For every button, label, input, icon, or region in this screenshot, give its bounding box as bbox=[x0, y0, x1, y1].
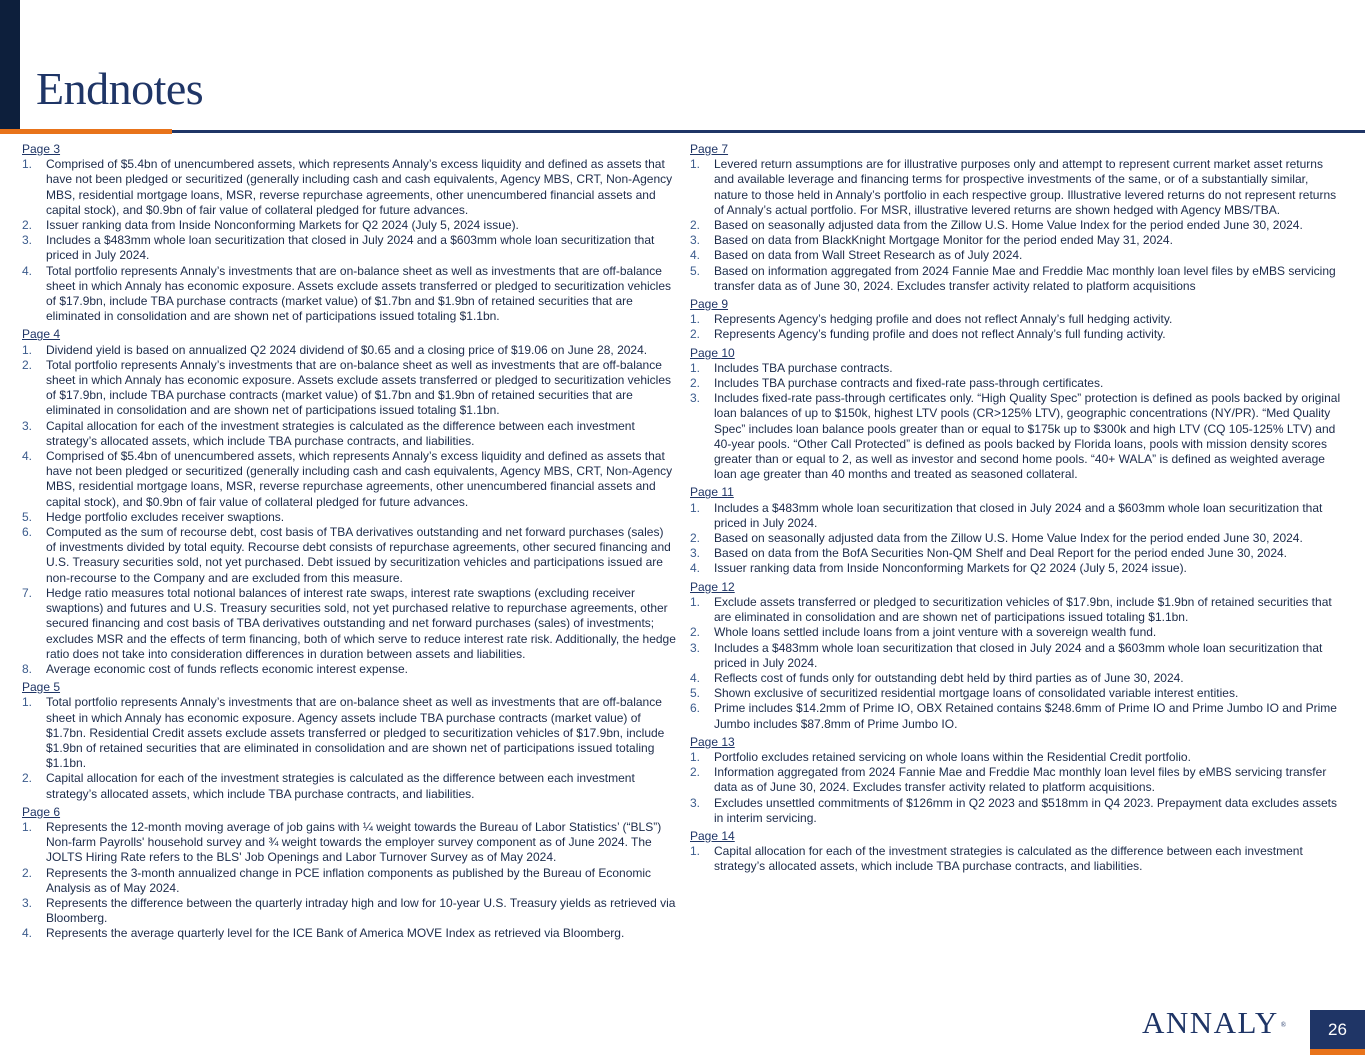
endnote-item bbox=[690, 312, 1345, 327]
endnote-number: 3. bbox=[22, 233, 33, 248]
endnote-section bbox=[22, 327, 676, 677]
page-number-accent bbox=[1310, 1049, 1365, 1055]
endnote-item bbox=[690, 641, 1345, 671]
endnote-text: Represents the 3-month annualized change in PCE inflation components as published by the Bureau of Economic Analysis as of May 2024. bbox=[46, 865, 652, 895]
endnote-section bbox=[690, 735, 1345, 826]
endnote-item bbox=[690, 218, 1345, 233]
endnote-item bbox=[690, 796, 1345, 826]
endnote-text: Represents Agency’s hedging profile and does not reflect Annaly’s full hedging activity. bbox=[714, 312, 1173, 327]
header-rule bbox=[0, 130, 1365, 133]
logo-registered-mark: ® bbox=[1280, 1021, 1287, 1029]
endnote-list bbox=[690, 750, 1345, 826]
endnote-number: 2. bbox=[22, 357, 33, 372]
endnote-item bbox=[690, 625, 1345, 640]
endnote-number: 8. bbox=[22, 661, 33, 676]
endnote-number: 5. bbox=[690, 686, 701, 701]
endnote-number: 1. bbox=[22, 695, 33, 710]
endnote-text: Includes a $483mm whole loan securitization that closed in July 2024 and a $603mm whole loan securitization that priced in July 2024. bbox=[714, 640, 1323, 670]
left-column bbox=[22, 142, 676, 945]
endnote-list bbox=[22, 820, 676, 942]
endnote-section bbox=[22, 142, 676, 324]
endnote-text: Levered return assumptions are for illustrative purposes only and attempt to represent current market asset returns and available leverage and financing terms for prospective investments of the same, or of a substantially similar, nature to those held in Annaly’s portfolio in each respective group. Illustrative levered returns do not represent returns of Annaly’s actual portfolio. For MSR, illustrative levered returns are shown hedged with Agency MBS/TBA. bbox=[714, 157, 1337, 217]
page-reference-link[interactable]: Page 5 bbox=[22, 680, 61, 695]
endnote-item bbox=[690, 701, 1345, 731]
endnote-number: 1. bbox=[690, 157, 701, 172]
endnote-text: Comprised of $5.4bn of unencumbered assets, which represents Annaly’s excess liquidity and defined as assets that have not been pledged or securitized (generally including cash and cash equivalents, Agency MBS, CRT, Non-Agency MBS, residential mortgage loans, MSR, reverse repurchase agreements, other unencumbered financial assets and capital stock), and $0.9bn of fair value of collateral pledged for future advances. bbox=[46, 449, 673, 509]
endnote-number: 1. bbox=[22, 342, 33, 357]
page-reference-link[interactable]: Page 7 bbox=[690, 142, 729, 156]
endnote-number: 3. bbox=[690, 233, 701, 248]
endnote-item bbox=[690, 686, 1345, 701]
endnote-number: 2. bbox=[22, 218, 33, 233]
endnote-text: Based on information aggregated from 2024 Fannie Mae and Freddie Mac monthly loan level files by eMBS servicing transfer data as of June 30, 2024. Excludes transfer activity related to platform acquisitions bbox=[714, 263, 1336, 293]
endnote-number: 4. bbox=[22, 449, 33, 464]
endnote-list bbox=[690, 595, 1345, 732]
endnote-number: 1. bbox=[690, 312, 701, 327]
endnote-number: 4. bbox=[22, 263, 33, 278]
endnote-section bbox=[22, 680, 676, 802]
endnote-text: Computed as the sum of recourse debt, cost basis of TBA derivatives outstanding and net forward purchases (sales) of investments divided by total equity. Recourse debt consists of repurchase agreements, other secured financing and U.S. Treasury securities sold, not yet purchased. Debt issued by securitization vehicles and participations issued are non-recourse to the Company and are excluded from this measure. bbox=[46, 525, 671, 585]
header-rule-accent bbox=[0, 129, 172, 134]
endnote-text: Average economic cost of funds reflects economic interest expense. bbox=[46, 661, 408, 676]
endnote-text: Represents the average quarterly level for the ICE Bank of America MOVE Index as retrieved via Bloomberg. bbox=[46, 926, 625, 941]
endnote-item bbox=[690, 671, 1345, 686]
right-column bbox=[690, 142, 1345, 878]
endnote-list bbox=[690, 844, 1345, 874]
endnote-item bbox=[22, 586, 676, 662]
endnote-text: Includes a $483mm whole loan securitization that closed in July 2024 and a $603mm whole loan securitization that priced in July 2024. bbox=[714, 500, 1323, 530]
endnote-text: Based on seasonally adjusted data from the Zillow U.S. Home Value Index for the period ended June 30, 2024. bbox=[714, 218, 1303, 233]
endnote-number: 3. bbox=[22, 418, 33, 433]
page-reference-link[interactable]: Page 6 bbox=[22, 804, 61, 819]
endnote-text: Issuer ranking data from Inside Nonconforming Markets for Q2 2024 (July 5, 2024 issue). bbox=[714, 561, 1187, 576]
endnote-number: 1. bbox=[690, 844, 701, 859]
endnote-number: 1. bbox=[690, 500, 701, 515]
endnote-text: Hedge portfolio excludes receiver swaptions. bbox=[46, 509, 285, 524]
endnote-text: Information aggregated from 2024 Fannie Mae and Freddie Mac monthly loan level files by eMBS servicing transfer data as of June 30, 2024. Excludes transfer activity related to platform acquisitions. bbox=[714, 765, 1327, 795]
endnote-number: 4. bbox=[22, 926, 33, 941]
endnote-text: Portfolio excludes retained servicing on whole loans within the Residential Credit portfolio. bbox=[714, 749, 1191, 764]
endnote-text: Includes a $483mm whole loan securitization that closed in July 2024 and a $603mm whole loan securitization that priced in July 2024. bbox=[46, 233, 655, 263]
endnote-item bbox=[690, 327, 1345, 342]
endnote-item bbox=[22, 449, 676, 510]
endnote-text: Capital allocation for each of the investment strategies is calculated as the difference between each investment strategy’s allocated assets, which include TBA purchase contracts, and liabilities. bbox=[46, 418, 635, 448]
endnote-section bbox=[690, 580, 1345, 732]
endnote-item bbox=[22, 510, 676, 525]
endnote-item bbox=[690, 765, 1345, 795]
endnote-item bbox=[690, 391, 1345, 482]
endnote-item bbox=[22, 218, 676, 233]
endnote-number: 2. bbox=[22, 865, 33, 880]
endnote-item bbox=[22, 264, 676, 325]
endnote-item bbox=[22, 662, 676, 677]
endnote-section bbox=[690, 485, 1345, 576]
endnote-section bbox=[22, 805, 676, 942]
endnote-number: 6. bbox=[22, 525, 33, 540]
endnote-list bbox=[690, 312, 1345, 342]
endnote-list bbox=[690, 361, 1345, 483]
endnote-item bbox=[22, 419, 676, 449]
endnote-text: Prime includes $14.2mm of Prime IO, OBX Retained contains $248.6mm of Prime IO and Prime Jumbo IO and Prime Jumbo includes $87.8mm of Prime Jumbo IO. bbox=[714, 701, 1337, 731]
endnote-item bbox=[22, 866, 676, 896]
page-reference-link[interactable]: Page 9 bbox=[690, 297, 729, 312]
endnote-item bbox=[690, 248, 1345, 263]
endnote-text: Represents the difference between the quarterly intraday high and low for 10-year U.S. Treasury yields as retrieved via Bloomberg. bbox=[46, 895, 676, 926]
endnote-number: 5. bbox=[22, 509, 33, 524]
endnote-list bbox=[22, 695, 676, 801]
endnote-text: Reflects cost of funds only for outstanding debt held by third parties as of June 30, 2024. bbox=[714, 670, 1184, 685]
endnote-text: Total portfolio represents Annaly’s investments that are on-balance sheet as well as investments that are off-balance sheet in which Annaly has economic exposure. Agency assets include TBA purchase contracts (market value) of $1.7bn. Residential Credit assets exclude assets transferred or pledged to securitization vehicles of $17.9bn, include $1.9bn of retained securities that are eliminated in consolidation and are shown net of participations issued totaling $1.1bn. bbox=[46, 695, 665, 771]
endnote-text: Represents Agency’s funding profile and does not reflect Annaly’s full funding activity. bbox=[714, 327, 1166, 342]
endnote-text: Based on data from BlackKnight Mortgage Monitor for the period ended May 31, 2024. bbox=[714, 233, 1173, 248]
endnote-list bbox=[22, 157, 676, 324]
endnote-text: Includes fixed-rate pass-through certificates only. “High Quality Spec” protection is defined as pools backed by original loan balances of up to $150k, highest LTV pools (CR>125% LTV), geographic concentrations (NY/PR). “Med Quality Spec” includes loan balance pools greater than or equal to $175k up to $300k and high LTV (CQ 105-125% LTV) and 40-year pools. “Other Call Protected” is defined as pools backed by Florida loans, pools with mission density scores greater than or equal to 2, as well as investor and second home pools. “40+ WALA” is defined as weighted average loan age greater than 40 months and treated as seasoned collateral. bbox=[714, 391, 1341, 482]
endnote-text: Includes TBA purchase contracts. bbox=[714, 360, 893, 375]
endnote-number: 1. bbox=[690, 749, 701, 764]
endnote-item bbox=[22, 896, 676, 926]
endnote-item bbox=[22, 157, 676, 218]
endnote-text: Comprised of $5.4bn of unencumbered assets, which represents Annaly’s excess liquidity and defined as assets that have not been pledged or securitized (generally including cash and cash equivalents, Agency MBS, CRT, Non-Agency MBS, residential mortgage loans, MSR, reverse repurchase agreements, other unencumbered financial assets and capital stock), and $0.9bn of fair value of collateral pledged for future advances. bbox=[46, 157, 673, 217]
endnote-section bbox=[690, 346, 1345, 483]
endnote-text: Based on data from Wall Street Research as of July 2024. bbox=[714, 248, 1023, 263]
endnote-list bbox=[690, 157, 1345, 294]
endnote-item bbox=[22, 926, 676, 941]
endnote-list bbox=[22, 343, 676, 677]
endnote-text: Includes TBA purchase contracts and fixed-rate pass-through certificates. bbox=[714, 376, 1104, 391]
endnote-list bbox=[690, 501, 1345, 577]
endnote-number: 1. bbox=[22, 819, 33, 834]
endnote-number: 3. bbox=[22, 895, 33, 910]
endnote-number: 4. bbox=[690, 561, 701, 576]
endnote-number: 4. bbox=[690, 248, 701, 263]
endnote-number: 5. bbox=[690, 263, 701, 278]
endnote-text: Hedge ratio measures total notional balances of interest rate swaps, interest rate swaptions (excluding receiver swaptions) and futures and U.S. Treasury securities sold, not yet purchased relative to repurchase agreements, other secured financing and cost basis of TBA derivatives outstanding and net forward purchases (sales) of investments; excludes MSR and the effects of term financing, both of which serve to reduce interest rate risk. Additionally, the hedge ratio does not take into consideration differences in duration between assets and liabilities. bbox=[46, 585, 676, 661]
endnote-item bbox=[22, 233, 676, 263]
endnote-text: Total portfolio represents Annaly’s investments that are on-balance sheet as well as investments that are off-balance sheet in which Annaly has economic exposure. Assets exclude assets transferred or pledged to securitization vehicles of $17.9bn, include TBA purchase contracts (market value) of $1.7bn and $1.9bn of retained securities that are eliminated in consolidation and are shown net of participations issued totaling $1.1bn. bbox=[46, 357, 672, 418]
endnote-item bbox=[690, 844, 1345, 874]
endnote-item bbox=[22, 343, 676, 358]
endnote-number: 3. bbox=[690, 795, 701, 810]
endnote-text: Shown exclusive of securitized residential mortgage loans of consolidated variable interest entities. bbox=[714, 686, 1239, 701]
endnote-number: 2. bbox=[22, 771, 33, 786]
endnote-item bbox=[690, 561, 1345, 576]
endnote-text: Represents the 12-month moving average of job gains with ¼ weight towards the Bureau of Labor Statistics’ (“BLS”) Non-farm Payrolls' household survey and ¾ weight towards the employer survey component as of June 2024. The JOLTS Hiring Rate refers to the BLS' Job Openings and Labor Turnover Survey as of May 2024. bbox=[46, 819, 662, 865]
endnote-item bbox=[690, 233, 1345, 248]
endnote-number: 3. bbox=[690, 391, 701, 406]
endnote-number: 6. bbox=[690, 701, 701, 716]
page-reference-link[interactable]: Page 12 bbox=[690, 579, 735, 594]
annaly-logo bbox=[1142, 1006, 1286, 1040]
endnote-item bbox=[690, 264, 1345, 294]
endnote-section bbox=[690, 829, 1345, 875]
endnote-item bbox=[22, 695, 676, 771]
endnote-text: Dividend yield is based on annualized Q2 2024 dividend of $0.65 and a closing price of $19.06 on June 28, 2024. bbox=[46, 342, 648, 357]
endnote-number: 7. bbox=[22, 585, 33, 600]
endnote-number: 2. bbox=[690, 625, 701, 640]
endnote-item bbox=[690, 750, 1345, 765]
endnote-number: 3. bbox=[690, 640, 701, 655]
endnote-number: 1. bbox=[22, 157, 33, 172]
endnote-item bbox=[690, 157, 1345, 218]
endnote-text: Based on seasonally adjusted data from the Zillow U.S. Home Value Index for the period ended June 30, 2024. bbox=[714, 531, 1303, 546]
endnote-number: 2. bbox=[690, 218, 701, 233]
endnote-text: Issuer ranking data from Inside Nonconforming Markets for Q2 2024 (July 5, 2024 issue). bbox=[46, 218, 519, 233]
endnote-item bbox=[690, 546, 1345, 561]
endnote-number: 1. bbox=[690, 360, 701, 375]
endnote-number: 1. bbox=[690, 594, 701, 609]
endnote-number: 2. bbox=[690, 376, 701, 391]
page-number: 26 bbox=[1310, 1010, 1365, 1050]
endnote-number: 2. bbox=[690, 327, 701, 342]
endnote-text: Total portfolio represents Annaly’s investments that are on-balance sheet as well as investments that are off-balance sheet in which Annaly has economic exposure. Assets exclude assets transferred or pledged to securitization vehicles of $17.9bn, include TBA purchase contracts (market value) of $1.7bn and $1.9bn of retained securities that are eliminated in consolidation and are shown net of participations issued totaling $1.1bn. bbox=[46, 263, 672, 324]
endnote-text: Exclude assets transferred or pledged to securitization vehicles of $17.9bn, include $1.9bn of retained securities that are eliminated in consolidation and are shown net of participations issued totaling $1.1bn. bbox=[714, 594, 1332, 625]
endnote-item bbox=[22, 820, 676, 866]
endnote-item bbox=[690, 595, 1345, 625]
page-reference-link[interactable]: Page 13 bbox=[690, 734, 735, 749]
page-reference-link[interactable]: Page 10 bbox=[690, 345, 735, 360]
endnote-number: 4. bbox=[690, 670, 701, 685]
endnote-text: Based on data from the BofA Securities Non-QM Shelf and Deal Report for the period ended June 30, 2024. bbox=[714, 546, 1288, 561]
endnote-text: Excludes unsettled commitments of $126mm in Q2 2023 and $518mm in Q4 2023. Prepayment data excludes assets in interim servicing. bbox=[714, 795, 1338, 825]
endnote-item bbox=[690, 361, 1345, 376]
page-reference-link[interactable]: Page 4 bbox=[22, 327, 61, 342]
endnote-item bbox=[690, 501, 1345, 531]
endnote-number: 3. bbox=[690, 546, 701, 561]
endnote-section bbox=[690, 142, 1345, 294]
endnote-text: Capital allocation for each of the investment strategies is calculated as the difference between each investment strategy’s allocated assets, which include TBA purchase contracts, and liabilities. bbox=[46, 771, 635, 801]
logo-text: ANNALY bbox=[1142, 1005, 1279, 1040]
endnote-text: Whole loans settled include loans from a joint venture with a sovereign wealth fund. bbox=[714, 625, 1157, 640]
endnote-item bbox=[22, 358, 676, 419]
endnote-text: Capital allocation for each of the investment strategies is calculated as the difference between each investment strategy’s allocated assets, which include TBA purchase contracts, and liabilities. bbox=[714, 844, 1303, 874]
endnote-section bbox=[690, 297, 1345, 343]
page-title: Endnotes bbox=[36, 63, 204, 114]
page-reference-link[interactable]: Page 3 bbox=[22, 142, 61, 156]
endnote-number: 2. bbox=[690, 765, 701, 780]
endnote-number: 2. bbox=[690, 531, 701, 546]
left-accent-bar bbox=[0, 0, 20, 130]
endnote-item bbox=[690, 531, 1345, 546]
page-reference-link[interactable]: Page 14 bbox=[690, 828, 735, 843]
endnote-item bbox=[22, 525, 676, 586]
endnote-item bbox=[690, 376, 1345, 391]
endnote-item bbox=[22, 771, 676, 801]
page-reference-link[interactable]: Page 11 bbox=[690, 485, 734, 500]
